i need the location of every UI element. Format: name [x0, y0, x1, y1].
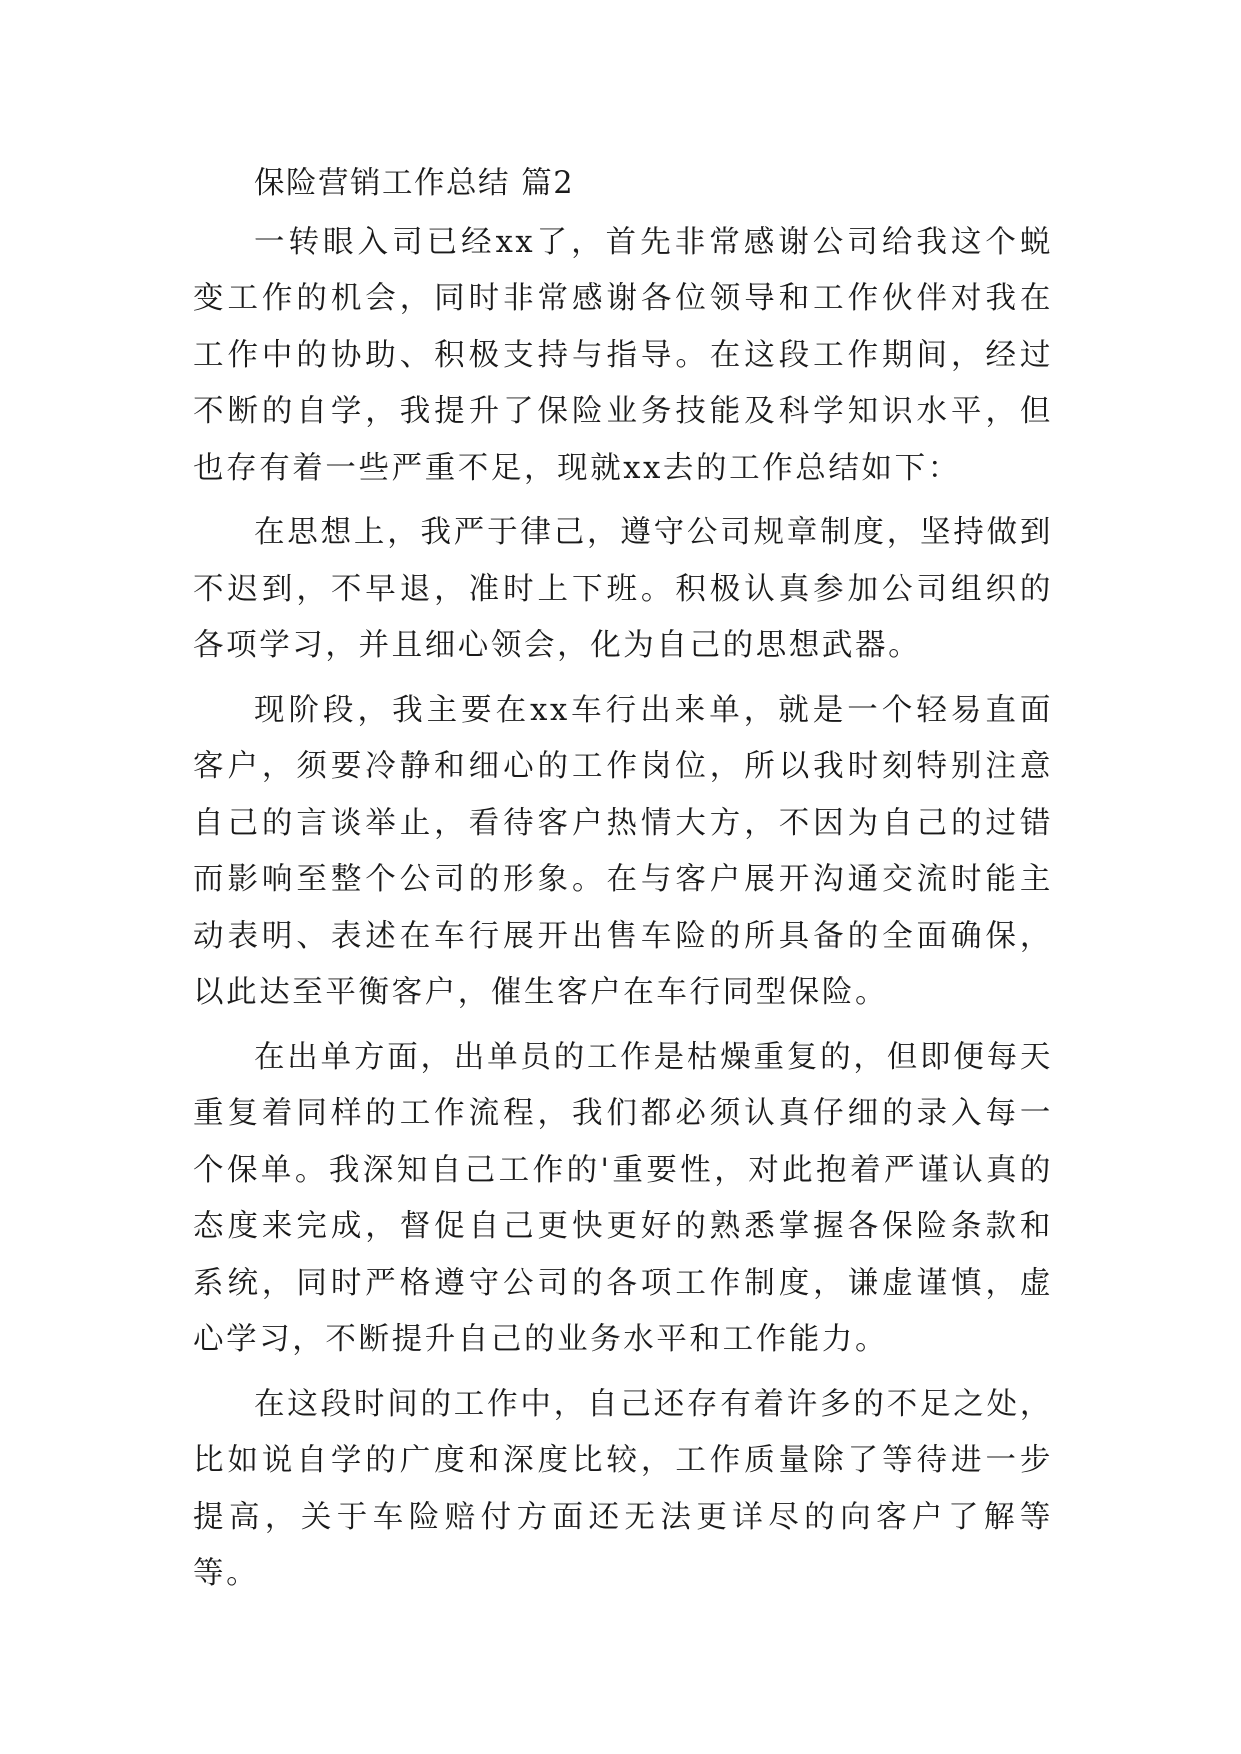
paragraph-thought: 在思想上，我严于律己，遵守公司规章制度，坚持做到不迟到，不早退，准时上下班。积极认真参加公司组织的各项学习，并且细心领会，化为自己的思想武器。 — [193, 515, 1053, 663]
paragraph-intro: 一转眼入司已经xx了，首先非常感谢公司给我这个蜕变工作的机会，同时非常感谢各位领导和工作伙伴对我在工作中的协助、积极支持与指导。在这段工作期间，经过不断的自学，我提升了保险业务技能及科学知识水平，但也存有着一些严重不足，现就xx去的工作总结如下： — [193, 224, 1053, 486]
paragraph-shortcomings: 在这段时间的工作中，自己还存有着许多的不足之处，比如说自学的广度和深度比较，工作质量除了等待进一步提高，关于车险赔付方面还无法更详尽的向客户了解等等。 — [193, 1386, 1053, 1591]
paragraph-issuing: 在出单方面，出单员的工作是枯燥重复的，但即便每天重复着同样的工作流程，我们都必须认真仔细的录入每一个保单。我深知自己工作的'重要性，对此抱着严谨认真的态度来完成，督促自己更快更好的熟悉掌握各保险条款和系统，同时严格遵守公司的各项工作制度，谦虚谨慎，虚心学习，不断提升自己的业务水平和工作能力。 — [193, 1039, 1053, 1357]
document-title: 保险营销工作总结 篇2 — [254, 166, 575, 201]
paragraph-current-stage: 现阶段，我主要在xx车行出来单，就是一个轻易直面客户，须要冷静和细心的工作岗位，所以我时刻特别注意自己的言谈举止，看待客户热情大方，不因为自己的过错而影响至整个公司的形象。在与客户展开沟通交流时能主动表明、表述在车行展开出售车险的所具备的全面确保，以此达至平衡客户，催生客户在车行同型保险。 — [193, 692, 1053, 1010]
document-body — [193, 156, 1053, 1611]
